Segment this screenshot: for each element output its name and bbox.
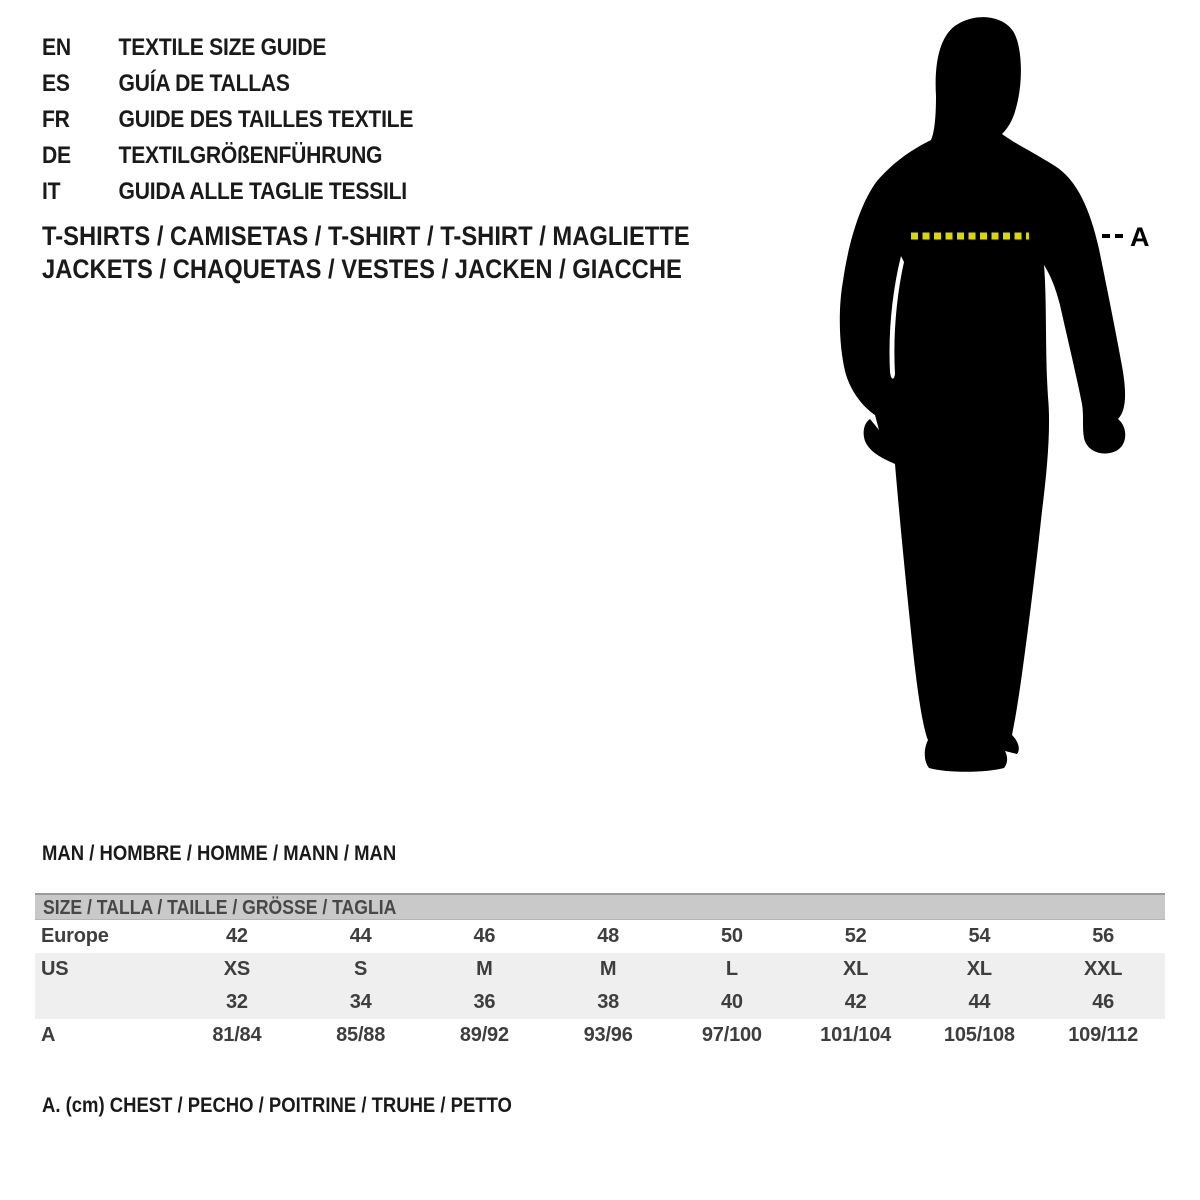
- language-label: GUIDE DES TAILLES TEXTILE: [118, 106, 414, 133]
- row-label: A: [41, 1024, 56, 1046]
- measurement-figure: [818, 0, 1200, 800]
- size-cell: 109/112: [1068, 1024, 1139, 1046]
- size-cell: 56: [1092, 925, 1115, 947]
- language-row-es: [42, 66, 464, 102]
- size-cell: S: [354, 958, 368, 980]
- size-cell: 46: [473, 925, 496, 947]
- size-table: [35, 893, 1165, 1052]
- language-label: GUÍA DE TALLAS: [118, 70, 290, 97]
- language-code: IT: [42, 178, 61, 205]
- size-cell: 89/92: [459, 1024, 509, 1046]
- size-cell: 93/96: [583, 1024, 633, 1046]
- size-cell: 34: [349, 991, 372, 1013]
- size-cell: 85/88: [336, 1024, 386, 1046]
- category-line-tshirts: T-SHIRTS / CAMISETAS / T-SHIRT / T-SHIRT / MAGLIETTE: [42, 221, 690, 251]
- language-code: DE: [42, 142, 71, 169]
- size-cell: 40: [720, 991, 743, 1013]
- category-line-jackets: JACKETS / CHAQUETAS / VESTES / JACKEN / GIACCHE: [42, 254, 682, 284]
- size-cell: 81/84: [212, 1024, 262, 1046]
- man-silhouette: [840, 17, 1125, 772]
- row-label: Europe: [41, 925, 109, 947]
- size-cell: XL: [843, 958, 869, 980]
- table-row-europe: [35, 920, 1165, 953]
- size-cell: XS: [223, 958, 251, 980]
- category-list: [42, 220, 778, 286]
- size-cell: 50: [720, 925, 743, 947]
- measure-label: A: [1130, 222, 1150, 252]
- size-cell: 36: [473, 991, 496, 1013]
- size-cell: XL: [966, 958, 992, 980]
- language-label: TEXTILE SIZE GUIDE: [118, 34, 327, 61]
- gender-header: MAN / HOMBRE / HOMME / MANN / MAN: [42, 842, 397, 865]
- language-row-de: [42, 138, 464, 174]
- language-list: [42, 30, 464, 210]
- size-cell: 97/100: [701, 1024, 762, 1046]
- language-row-it: [42, 174, 464, 210]
- size-cell: M: [599, 958, 617, 980]
- size-cell: XXL: [1083, 958, 1123, 980]
- size-cell: 105/108: [943, 1024, 1015, 1046]
- size-cell: 32: [225, 991, 248, 1013]
- size-cell: 42: [225, 925, 248, 947]
- table-row-uk: [35, 986, 1165, 1019]
- table-row-us: [35, 953, 1165, 986]
- size-cell: 46: [1092, 991, 1115, 1013]
- language-label: TEXTILGRÖßENFÜHRUNG: [118, 142, 383, 169]
- size-cell: 52: [844, 925, 867, 947]
- language-code: EN: [42, 34, 71, 61]
- row-label: [35, 986, 175, 1019]
- size-cell: M: [476, 958, 493, 980]
- language-row-fr: [42, 102, 464, 138]
- man-silhouette-svg: [818, 0, 1200, 800]
- size-cell: 44: [968, 991, 991, 1013]
- size-table-header: SIZE / TALLA / TAILLE / GRÖSSE / TAGLIA: [35, 893, 1165, 920]
- size-cell: 54: [968, 925, 991, 947]
- size-cell: L: [725, 958, 738, 980]
- size-cell: 48: [597, 925, 620, 947]
- language-row-en: [42, 30, 464, 66]
- language-code: FR: [42, 106, 70, 133]
- size-cell: 101/104: [820, 1024, 892, 1046]
- size-cell: 38: [597, 991, 620, 1013]
- measurement-note: A. (cm) CHEST / PECHO / POITRINE / TRUHE / PETTO: [42, 1094, 512, 1117]
- size-cell: 44: [349, 925, 372, 947]
- language-code: ES: [42, 70, 70, 97]
- size-cell: 42: [844, 991, 867, 1013]
- language-label: GUIDA ALLE TAGLIE TESSILI: [118, 178, 407, 205]
- table-row-chest: [35, 1019, 1165, 1052]
- row-label: US: [41, 958, 69, 980]
